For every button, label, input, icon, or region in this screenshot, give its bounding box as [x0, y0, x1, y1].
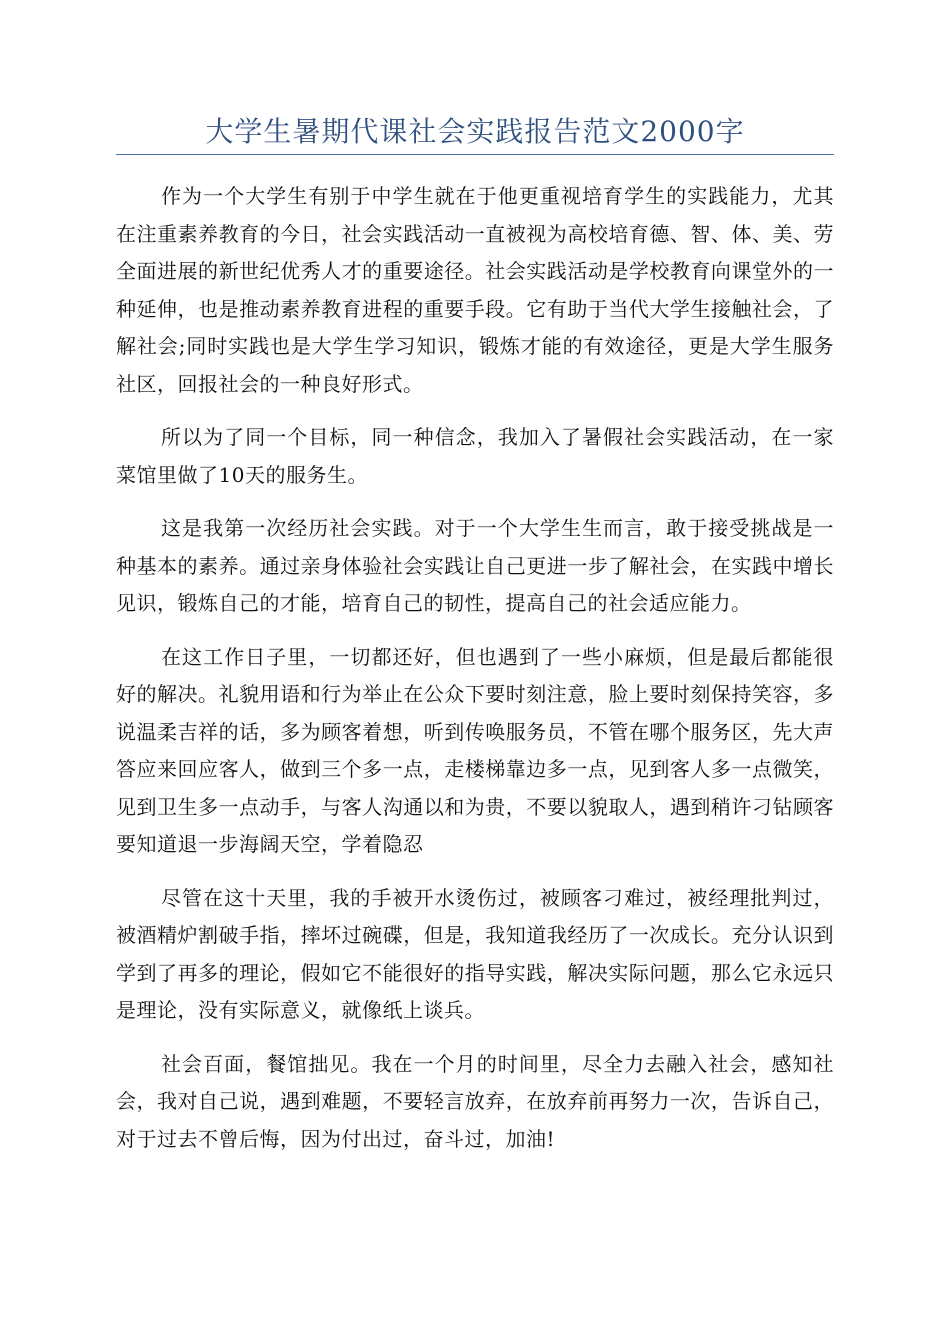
paragraph: 在这工作日子里，一切都还好，但也遇到了一些小麻烦，但是最后都能很好的解决。礼貌用语和行为举止在公众下要时刻注意，脸上要时刻保持笑容，多说温柔吉祥的话，多为顾客着想，听到传唤服务员，不管在哪个服务区，先大声答应来回应客人，做到三个多一点，走楼梯靠边多一点，见到客人多一点微笑，见到卫生多一点动手，与客人沟通以和为贵，不要以貌取人，遇到稍许刁钻顾客要知道退一步海阔天空，学着隐忍	[116, 644, 834, 856]
paragraph: 作为一个大学生有别于中学生就在于他更重视培育学生的实践能力，尤其在注重素养教育的今日，社会实践活动一直被视为高校培育德、智、体、美、劳全面进展的新世纪优秀人才的重要途径。社会实践活动是学校教育向课堂外的一种延伸，也是推动素养教育进程的重要手段。它有助于当代大学生接触社会，了解社会;同时实践也是大学生学习知识，锻炼才能的有效途径，更是大学生服务社区，回报社会的一种良好形式。	[116, 184, 834, 396]
paragraph: 社会百面，餐馆拙见。我在一个月的时间里，尽全力去融入社会，感知社会，我对自己说，遇到难题，不要轻言放弃，在放弃前再努力一次，告诉自己，对于过去不曾后悔，因为付出过，奋斗过，加油!	[116, 1051, 834, 1151]
paragraph: 尽管在这十天里，我的手被开水烫伤过，被顾客刁难过，被经理批判过，被酒精炉割破手指，摔坏过碗碟，但是，我知道我经历了一次成长。充分认识到学到了再多的理论，假如它不能很好的指导实践，解决实际问题，那么它永远只是理论，没有实际意义，就像纸上谈兵。	[116, 885, 834, 1022]
paragraph: 这是我第一次经历社会实践。对于一个大学生生而言，敢于接受挑战是一种基本的素养。通过亲身体验社会实践让自己更进一步了解社会，在实践中增长见识，锻炼自己的才能，培育自己的韧性，提高自己的社会适应能力。	[116, 516, 834, 615]
document-title: 大学生暑期代课社会实践报告范文2000字	[205, 115, 745, 148]
document-body	[116, 178, 834, 1174]
paragraph: 所以为了同一个目标，同一种信念，我加入了暑假社会实践活动，在一家菜馆里做了10天的服务生。	[116, 425, 834, 487]
title-underline	[116, 154, 834, 155]
